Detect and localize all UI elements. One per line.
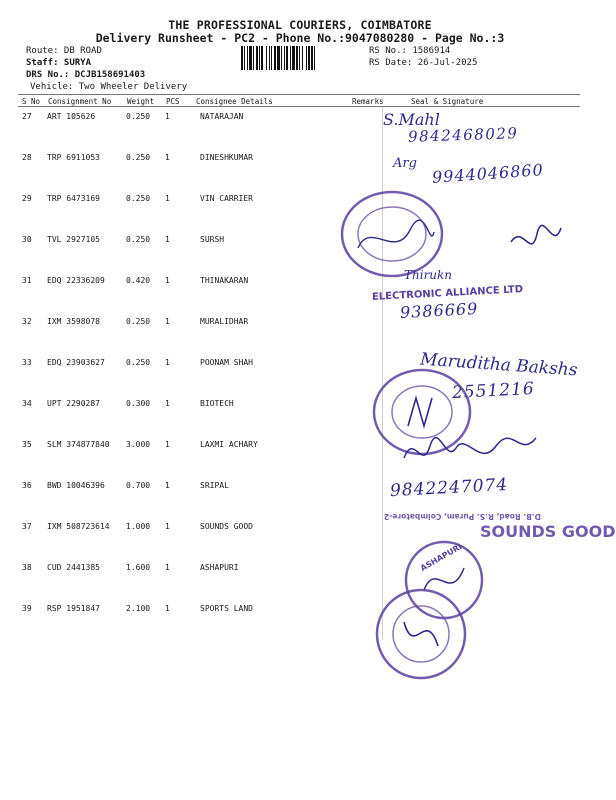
cell-consignee: BIOTECH bbox=[200, 399, 234, 408]
rs-date: RS Date: 26-Jul-2025 bbox=[369, 58, 478, 68]
signature-36-phone: 9842247074 bbox=[389, 474, 509, 502]
seal-column-divider bbox=[382, 517, 383, 558]
cell-weight: 0.250 bbox=[126, 153, 151, 162]
barcode-bar bbox=[284, 46, 285, 70]
ashapuri-stamp-text: ASHAPURI bbox=[418, 542, 464, 573]
cell-pcs: 1 bbox=[165, 563, 170, 572]
cell-pcs: 1 bbox=[165, 604, 170, 613]
cell-sno: 32 bbox=[22, 317, 32, 326]
barcode-bar bbox=[302, 46, 303, 70]
signature-28-phone: 9944046860 bbox=[431, 160, 545, 187]
barcode-bar bbox=[311, 46, 313, 70]
cell-sno: 39 bbox=[22, 604, 32, 613]
cell-pcs: 1 bbox=[165, 440, 170, 449]
cell-weight: 0.300 bbox=[126, 399, 151, 408]
vehicle-label: Vehicle: Two Wheeler Delivery bbox=[30, 82, 188, 92]
cell-pcs: 1 bbox=[165, 194, 170, 203]
cell-sno: 30 bbox=[22, 235, 32, 244]
rs-number: RS No.: 1586914 bbox=[369, 46, 451, 56]
table-row bbox=[0, 312, 600, 353]
cell-pcs: 1 bbox=[165, 112, 170, 121]
cell-sno: 36 bbox=[22, 481, 32, 490]
cell-consignee: THINAKARAN bbox=[200, 276, 249, 285]
runsheet-subtitle: Delivery Runsheet - PC2 - Phone No.:9047080280 - Page No.:3 bbox=[95, 31, 505, 45]
cell-pcs: 1 bbox=[165, 317, 170, 326]
col-header-remarks: Remarks bbox=[352, 97, 384, 106]
signature-34-number: 2551216 bbox=[451, 378, 536, 404]
cell-consignment: TRP 6473169 bbox=[47, 194, 100, 203]
cell-weight: 0.700 bbox=[126, 481, 151, 490]
sounds-good-stamp-text: SOUNDS GOOD bbox=[480, 522, 616, 541]
col-header-consignment: Consignment No bbox=[48, 97, 112, 106]
cell-weight: 0.250 bbox=[126, 112, 151, 121]
barcode-bar bbox=[274, 46, 276, 70]
cell-consignment: ART 105626 bbox=[47, 112, 96, 121]
sounds-good-stamp-address: D.B. Road, R.S. Puram, Coimbatore-2 bbox=[384, 512, 541, 521]
cell-sno: 38 bbox=[22, 563, 32, 572]
cell-pcs: 1 bbox=[165, 235, 170, 244]
barcode bbox=[240, 46, 362, 70]
barcode-bar bbox=[244, 46, 245, 70]
barcode-bar bbox=[296, 46, 298, 70]
cell-weight: 0.250 bbox=[126, 358, 151, 367]
cell-consignee: DINESHKUMAR bbox=[200, 153, 253, 162]
barcode-bar bbox=[299, 46, 300, 70]
seal-column-divider bbox=[382, 476, 383, 517]
cell-pcs: 1 bbox=[165, 522, 170, 531]
table-row bbox=[0, 599, 600, 640]
signature-30-scribble bbox=[505, 222, 565, 262]
barcode-bar bbox=[314, 46, 315, 70]
signature-31-name: Thirukn bbox=[404, 268, 453, 282]
cell-sno: 37 bbox=[22, 522, 32, 531]
cell-weight: 2.100 bbox=[126, 604, 151, 613]
barcode-bar bbox=[286, 46, 288, 70]
signature-33-name: Maruditha Bakshs bbox=[419, 349, 579, 381]
cell-pcs: 1 bbox=[165, 358, 170, 367]
barcode-bar bbox=[249, 46, 252, 70]
cell-weight: 0.420 bbox=[126, 276, 151, 285]
round-seal-29 bbox=[340, 190, 444, 278]
barcode-bar bbox=[247, 46, 248, 70]
electro-stamp-text: ELECTRONIC ALLIANCE LTD bbox=[371, 284, 524, 303]
barcode-bar bbox=[269, 46, 270, 70]
signature-35-scribble bbox=[400, 428, 540, 476]
barcode-bar bbox=[277, 46, 280, 70]
signature-27-phone: 9842468029 bbox=[407, 124, 519, 146]
table-row bbox=[0, 476, 600, 517]
col-header-pcs: PCS bbox=[166, 97, 180, 106]
barcode-bar bbox=[271, 46, 272, 70]
col-header-seal: Seal & Signature bbox=[411, 97, 484, 106]
cell-consignee: SOUNDS GOOD bbox=[200, 522, 253, 531]
barcode-bar bbox=[241, 46, 243, 70]
table-row bbox=[0, 558, 600, 599]
cell-weight: 0.250 bbox=[126, 194, 151, 203]
cell-consignee: SRIPAL bbox=[200, 481, 229, 490]
cell-consignee: ASHAPURI bbox=[200, 563, 239, 572]
staff-label: Staff: SURYA bbox=[26, 58, 92, 68]
cell-consignment: UPT 2290287 bbox=[47, 399, 100, 408]
cell-consignee: POONAM SHAH bbox=[200, 358, 253, 367]
cell-sno: 34 bbox=[22, 399, 32, 408]
cell-consignee: NATARAJAN bbox=[200, 112, 244, 121]
col-header-weight: Weight bbox=[127, 97, 155, 106]
signature-32-phone: 9386669 bbox=[399, 298, 479, 323]
barcode-bar bbox=[292, 46, 295, 70]
cell-sno: 27 bbox=[22, 112, 32, 121]
cell-consignment: BWD 10046396 bbox=[47, 481, 105, 490]
cell-consignment: IXM 3598078 bbox=[47, 317, 100, 326]
barcode-bar bbox=[306, 46, 307, 70]
barcode-bar bbox=[266, 46, 267, 70]
cell-weight: 0.250 bbox=[126, 317, 151, 326]
barcode-bar bbox=[256, 46, 258, 70]
barcode-bar bbox=[259, 46, 260, 70]
signature-28-initials: Arg bbox=[393, 156, 417, 171]
cell-weight: 3.000 bbox=[126, 440, 151, 449]
barcode-bar bbox=[281, 46, 282, 70]
cell-sno: 31 bbox=[22, 276, 32, 285]
route-label: Route: DB ROAD bbox=[26, 46, 102, 56]
cell-pcs: 1 bbox=[165, 399, 170, 408]
cell-pcs: 1 bbox=[165, 276, 170, 285]
cell-consignee: MURALIDHAR bbox=[200, 317, 249, 326]
barcode-bar bbox=[290, 46, 291, 70]
signature-27-name: S.Mahl bbox=[383, 110, 440, 129]
cell-sno: 33 bbox=[22, 358, 32, 367]
cell-consignee: LAXMI ACHARY bbox=[200, 440, 258, 449]
barcode-bar bbox=[253, 46, 254, 70]
seal-column-divider bbox=[382, 312, 383, 353]
cell-consignee: VIN CARRIER bbox=[200, 194, 253, 203]
round-seal-39 bbox=[374, 588, 468, 680]
cell-consignment: IXM 508723614 bbox=[47, 522, 110, 531]
cell-sno: 28 bbox=[22, 153, 32, 162]
cell-pcs: 1 bbox=[165, 153, 170, 162]
cell-consignment: RSP 1951847 bbox=[47, 604, 100, 613]
cell-consignment: CUD 2441385 bbox=[47, 563, 100, 572]
cell-consignee: SURSH bbox=[200, 235, 225, 244]
col-header-sno: S No bbox=[22, 97, 41, 106]
cell-weight: 1.000 bbox=[126, 522, 151, 531]
seal-column-divider bbox=[382, 148, 383, 189]
barcode-bar bbox=[261, 46, 263, 70]
cell-sno: 29 bbox=[22, 194, 32, 203]
cell-sno: 35 bbox=[22, 440, 32, 449]
cell-consignment: EDQ 22336209 bbox=[47, 276, 105, 285]
header-top-rule bbox=[18, 94, 580, 95]
runsheet-title: THE PROFESSIONAL COURIERS, COIMBATORE bbox=[168, 18, 432, 32]
cell-consignment: SLM 374877840 bbox=[47, 440, 110, 449]
cell-weight: 1.600 bbox=[126, 563, 151, 572]
cell-pcs: 1 bbox=[165, 481, 170, 490]
cell-consignment: TRP 6911053 bbox=[47, 153, 100, 162]
cell-consignment: TVL 2927105 bbox=[47, 235, 100, 244]
drs-number: DRS No.: DCJB158691403 bbox=[26, 70, 146, 80]
cell-consignee: SPORTS LAND bbox=[200, 604, 253, 613]
barcode-bar bbox=[308, 46, 310, 70]
col-header-consignee: Consignee Details bbox=[196, 97, 273, 106]
cell-consignment: EDQ 23903627 bbox=[47, 358, 105, 367]
cell-weight: 0.250 bbox=[126, 235, 151, 244]
